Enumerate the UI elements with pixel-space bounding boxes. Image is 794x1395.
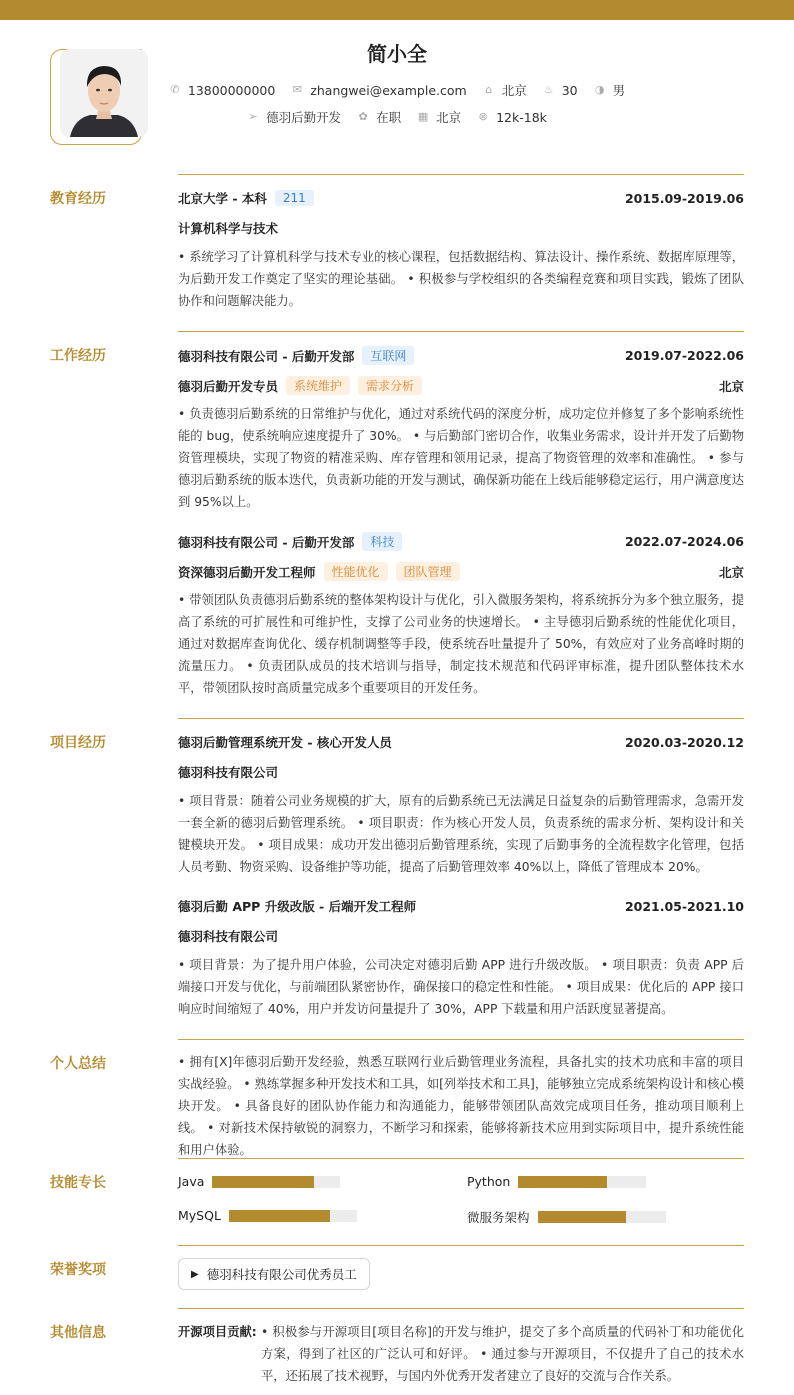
divider	[178, 1158, 744, 1159]
status-item	[357, 108, 401, 126]
city-item	[483, 81, 527, 99]
gender-item	[594, 81, 626, 99]
project-company: 德羽科技有限公司	[178, 929, 279, 944]
project-title: 德羽后勤管理系统开发 - 核心开发人员	[178, 735, 392, 750]
education-header	[178, 189, 744, 207]
industry-tag: 科技	[362, 532, 402, 551]
work-location: 北京	[718, 564, 744, 580]
school-tag: 211	[275, 190, 314, 206]
major-row	[178, 219, 744, 237]
candidate-name: 简小全	[367, 42, 427, 66]
education-date: 2015.09-2019.06	[624, 190, 744, 206]
intent-row	[0, 108, 794, 126]
work-header	[178, 532, 744, 551]
skill-item	[467, 1174, 646, 1189]
phone-item	[169, 83, 275, 98]
position-row	[178, 562, 744, 581]
phone-icon: ✆	[170, 83, 180, 96]
work-date: 2022.07-2024.06	[624, 534, 744, 549]
position-name: 德羽后勤开发专员	[178, 378, 279, 394]
project-company-row	[178, 927, 744, 945]
other-info-label: 开源项目贡献:	[178, 1325, 257, 1339]
skill-item	[178, 1208, 357, 1223]
job-title-text: 德羽后勤开发	[266, 110, 342, 125]
skill-name: MySQL	[178, 1208, 221, 1223]
section-title-other: 其他信息	[50, 1325, 106, 1341]
project-date: 2020.03-2020.12	[624, 734, 744, 750]
work-header	[178, 346, 744, 365]
age-text: 30	[561, 82, 578, 98]
age-item	[543, 83, 578, 98]
skill-tag: 系统维护	[286, 376, 350, 395]
divider	[178, 1245, 744, 1246]
skill-bar-fill	[518, 1176, 606, 1188]
project-date: 2021.05-2021.10	[624, 898, 744, 914]
divider	[178, 174, 744, 175]
skill-name: Python	[467, 1174, 511, 1189]
salary-item	[477, 110, 547, 125]
award-name: 德羽科技有限公司优秀员工	[206, 1267, 357, 1282]
skill-tag: 需求分析	[358, 376, 422, 395]
industry-tag: 互联网	[362, 346, 414, 365]
skill-bar-fill	[212, 1176, 313, 1188]
divider	[178, 1039, 744, 1040]
city-text: 北京	[501, 83, 527, 98]
skill-name: 微服务架构	[467, 1210, 530, 1225]
summary-text: • 拥有[X]年德羽后勤开发经验，熟悉互联网行业后勤管理业务流程，具备扎实的技术功底和丰富的项目实战经验。 • 熟练掌握多种开发技术和工具，如[列举技术和工具]，能够独立完成系统架构设计和核心模块开发。 • 具备良好的团队协作能力和沟通能力，能够带领团队高效完成项目任务，推动项目顺利上线。 • 对新技术保持敏锐的洞察力，不断学习和探索，能够将新技术应用到实际项目中，提升系统性能和用户体验。	[178, 1055, 744, 1157]
building-icon: ▦	[417, 110, 429, 123]
skill-tag: 性能优化	[324, 562, 388, 581]
section-title-projects: 项目经历	[50, 735, 106, 751]
work-description: • 负责德羽后勤系统的日常维护与优化，通过对系统代码的深度分析，成功定位并修复了多个影响系统性能的 bug，使系统响应速度提升了 30%。 • 与后勤部门密切合作，收集业务需求，设计并开发了后勤物资管理模块，实现了物资的精准采购、库存管理和领用记录，提高了物资管理的效率和准确性。 • 参与德羽后勤系统的版本迭代，负责新功能的开发与测试，确保新功能在上线后能够稳定运行，用户满意度达到 95%以上。	[178, 407, 744, 509]
project-header	[178, 897, 744, 915]
send-icon: ➢	[248, 110, 258, 123]
section-title-summary: 个人总结	[50, 1056, 106, 1072]
status-icon: ✿	[358, 110, 368, 123]
position-name: 资深德羽后勤开发工程师	[178, 564, 316, 580]
skill-item	[178, 1174, 340, 1189]
other-info-text: • 积极参与开源项目[项目名称]的开发与维护，提交了多个高质量的代码补丁和功能优化方案，得到了社区的广泛认可和好评。 • 通过参与开源项目，不仅提升了自己的技术水平，还拓展了技术视野，与国内外优秀开发者建立了良好的交流与合作关系。	[261, 1325, 744, 1383]
phone-text: 13800000000	[187, 82, 276, 98]
work-date: 2019.07-2022.06	[624, 348, 744, 363]
job-title-item	[247, 108, 341, 126]
email-item	[291, 83, 466, 98]
skill-bar	[518, 1176, 646, 1188]
email-text: zhangwei@example.com	[310, 82, 467, 98]
project-company-row	[178, 763, 744, 781]
skill-item	[467, 1208, 666, 1226]
play-triangle-icon: ▶	[191, 1268, 199, 1280]
divider	[178, 1308, 744, 1309]
section-title-education: 教育经历	[50, 191, 106, 207]
target-city-text: 北京	[436, 110, 462, 125]
skill-tag: 团队管理	[396, 562, 460, 581]
skill-name: Java	[178, 1174, 205, 1189]
gender-text: 男	[612, 83, 626, 98]
target-city-item	[417, 108, 461, 126]
money-icon: ⊗	[478, 110, 488, 123]
major-name: 计算机科学与技术	[178, 221, 279, 236]
skill-bar-fill	[229, 1210, 330, 1222]
project-header	[178, 733, 744, 751]
school-name: 北京大学 - 本科	[178, 191, 267, 206]
section-title-skills: 技能专长	[50, 1175, 106, 1191]
award-item[interactable]	[178, 1258, 370, 1290]
project-description: • 项目背景：为了提升用户体验，公司决定对德羽后勤 APP 进行升级改版。 • 项目职责：负责 APP 后端接口开发与优化，与前端团队紧密协作，确保接口的稳定性和性能。 • 项目成果：优化后的 APP 接口响应时间缩短了 40%，用户并发访问量提升了 30%，APP 下载量和用户活跃度显著提高。	[178, 958, 744, 1016]
project-company: 德羽科技有限公司	[178, 765, 279, 780]
section-title-honors: 荣誉奖项	[50, 1262, 106, 1278]
mail-icon: ✉	[292, 83, 302, 96]
home-icon: ⌂	[485, 83, 493, 96]
gender-icon: ◑	[594, 83, 605, 96]
project-title: 德羽后勤 APP 升级改版 - 后端开发工程师	[178, 899, 417, 914]
skill-bar	[229, 1210, 357, 1222]
salary-text: 12k-18k	[496, 109, 547, 125]
work-description: • 带领团队负责德羽后勤系统的整体架构设计与优化，引入微服务架构，将系统拆分为多个独立服务，提高了系统的可扩展性和可维护性，支撑了公司业务的快速增长。 • 主导德羽后勤系统的性能优化项目，通过对数据库查询优化、缓存机制调整等手段，使系统吞吐量提升了 50%，有效应对了业务高峰时期的流量压力。 • 负责团队成员的技术培训与指导，制定技术规范和代码评审标准，提升团队整体技术水平，带领团队按时高质量完成多个重要项目的开发任务。	[178, 593, 744, 695]
divider	[178, 718, 744, 719]
section-title-work: 工作经历	[50, 348, 106, 364]
project-description: • 项目背景：随着公司业务规模的扩大，原有的后勤系统已无法满足日益复杂的后勤管理需求，急需开发一套全新的德羽后勤管理系统。 • 项目职责：作为核心开发人员，负责系统的需求分析、架构设计和关键模块开发。 • 项目成果：成功开发出德羽后勤管理系统，实现了后勤事务的全流程数字化管理，包括人员考勤、物资采购、设备维护等功能，提高了后勤管理效率 40%以上，降低了管理成本 20%。	[178, 794, 744, 874]
status-text: 在职	[376, 110, 402, 125]
top-accent-bar	[0, 0, 794, 20]
skill-bar-fill	[538, 1211, 626, 1223]
skill-bar	[538, 1211, 666, 1223]
cake-icon: ♨	[543, 83, 554, 96]
company-name: 德羽科技有限公司 - 后勤开发部	[178, 348, 355, 364]
work-location: 北京	[718, 378, 744, 394]
education-description: • 系统学习了计算机科学与技术专业的核心课程，包括数据结构、算法设计、操作系统、数据库原理等，为后勤开发工作奠定了坚实的理论基础。 • 积极参与学校组织的各类编程竞赛和项目实践，锻炼了团队协作和问题解决能力。	[178, 250, 744, 308]
contact-row	[0, 81, 794, 99]
divider	[178, 331, 744, 332]
company-name: 德羽科技有限公司 - 后勤开发部	[178, 534, 355, 550]
position-row	[178, 376, 744, 395]
skill-bar	[212, 1176, 340, 1188]
